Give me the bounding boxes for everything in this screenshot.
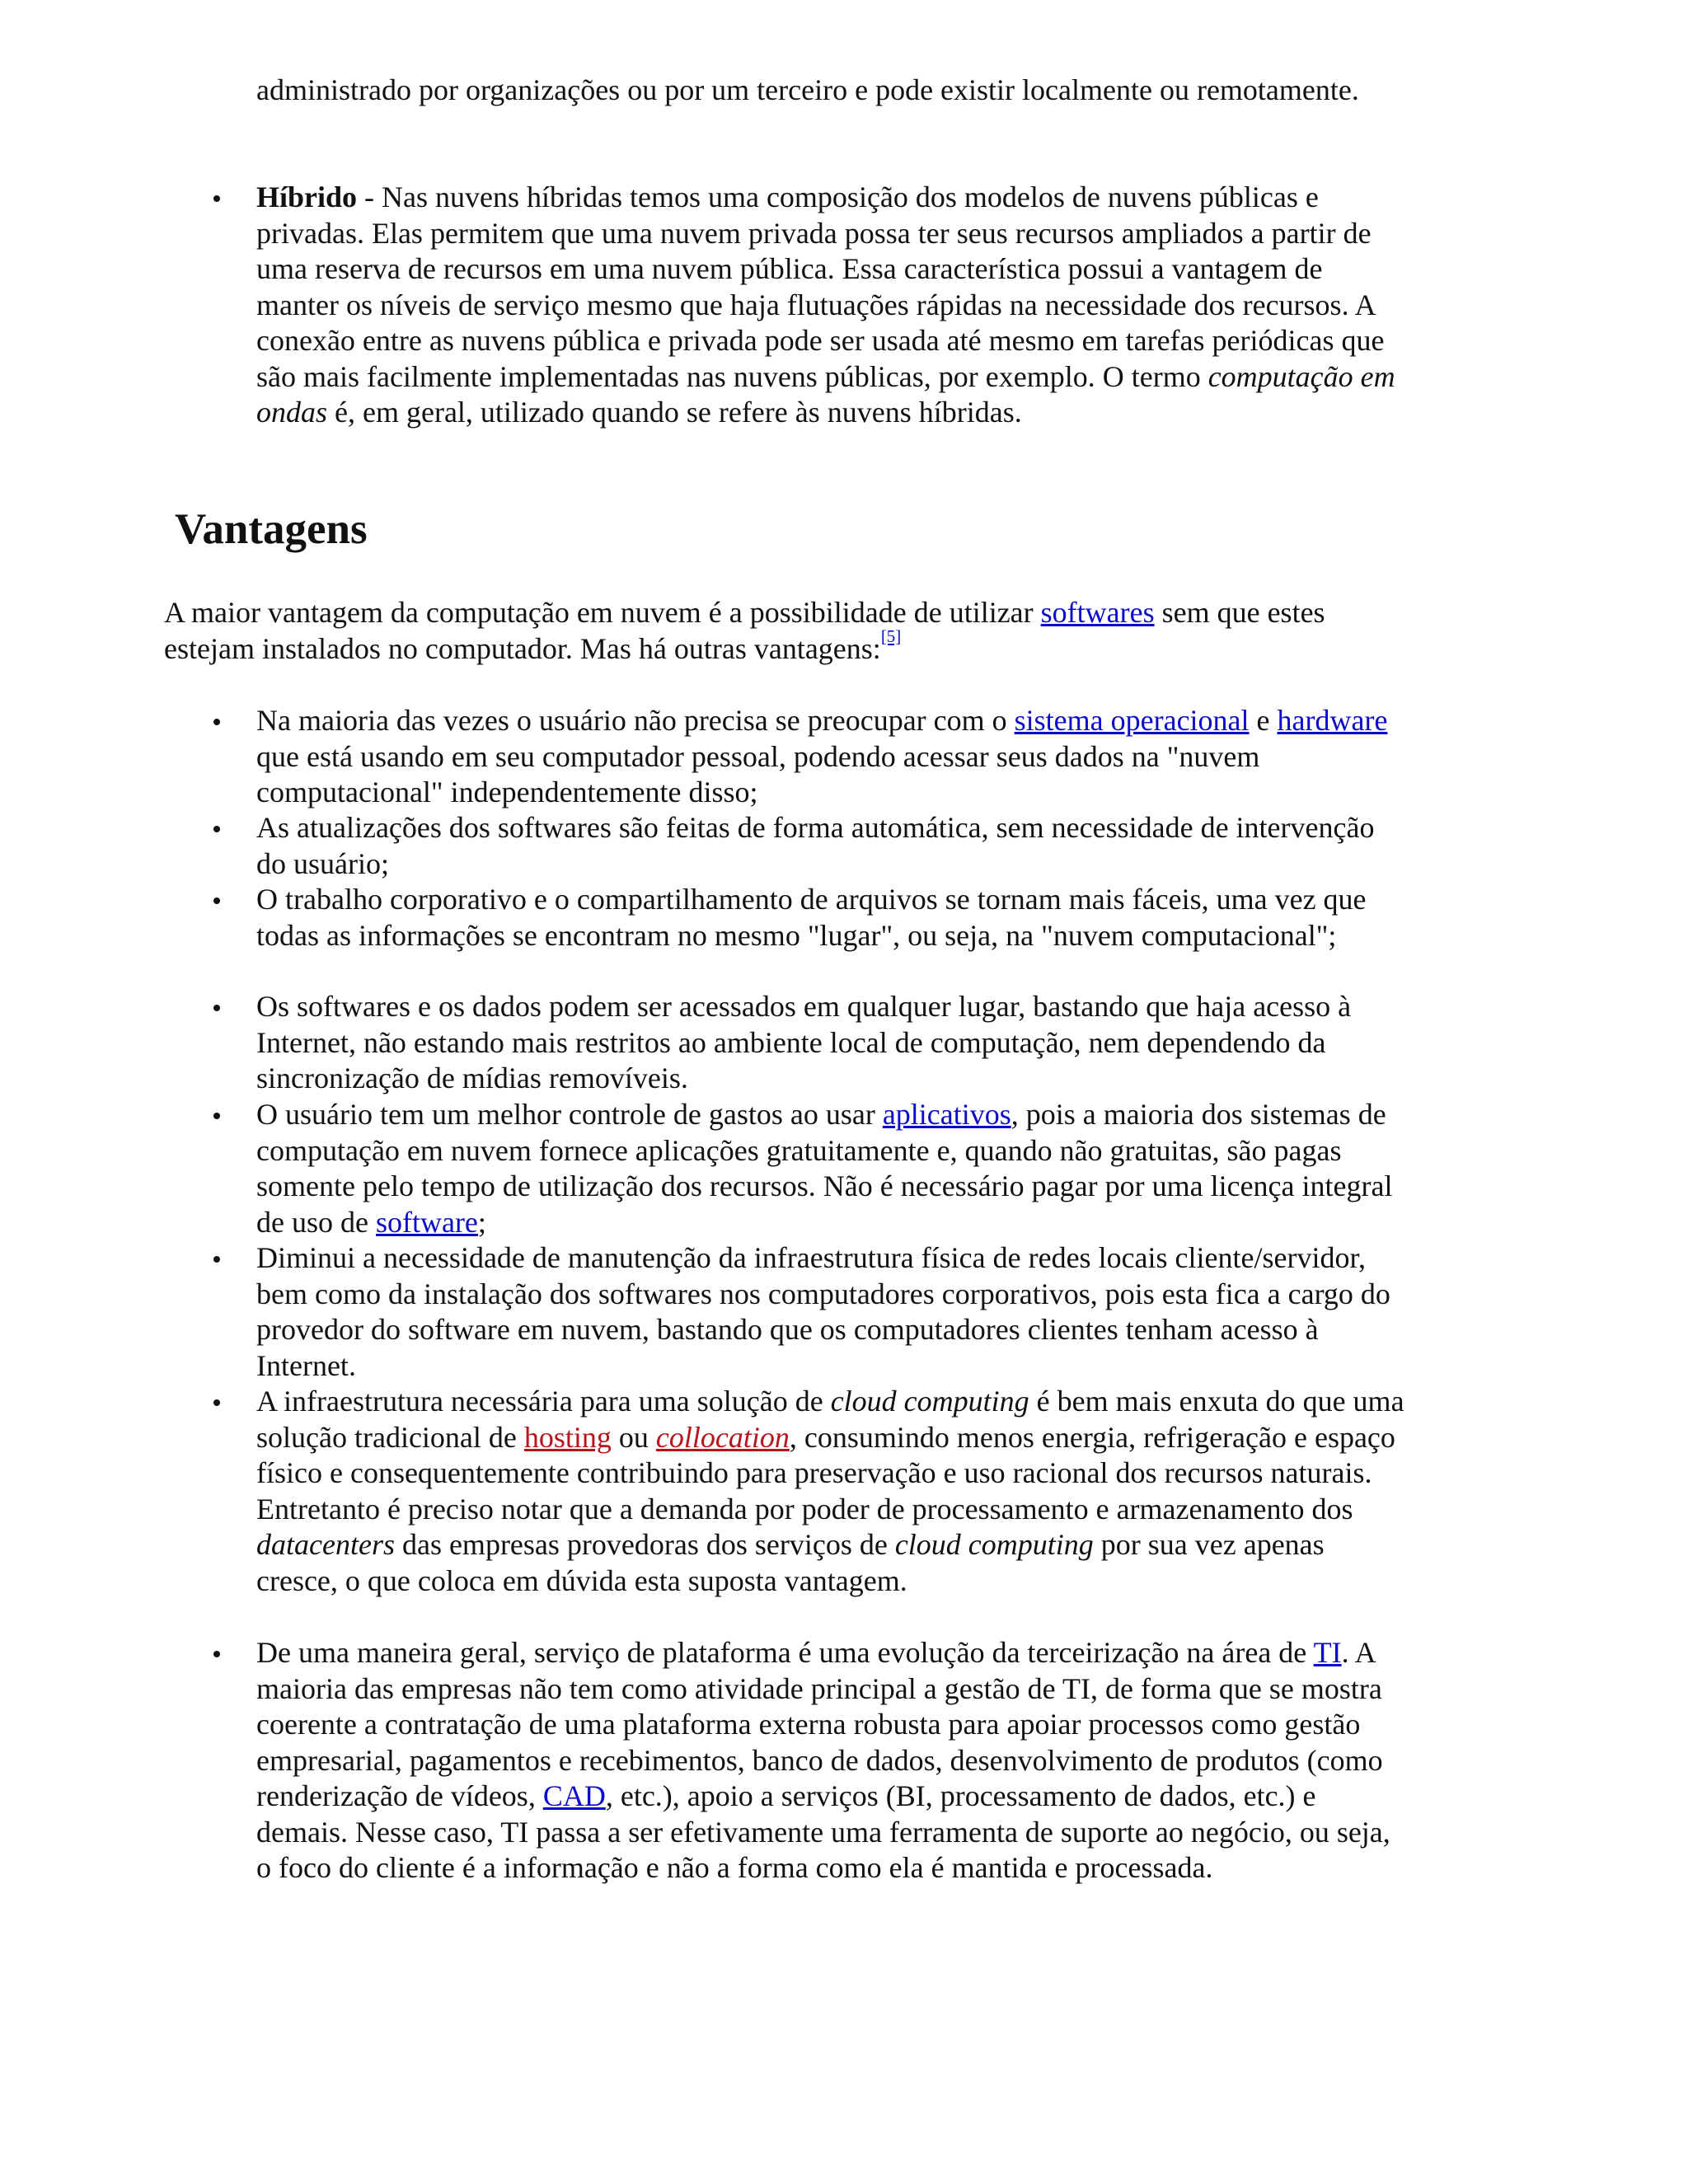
hybrid-term: Híbrido bbox=[256, 180, 358, 213]
item-text: A infraestrutura necessária para uma solução de bbox=[256, 1385, 831, 1418]
list-item bbox=[256, 882, 1410, 954]
hybrid-italic: computação em ondas bbox=[256, 359, 1395, 429]
intro-text-1: A maior vantagem da computação em nuvem é a possibilidade de utilizar bbox=[164, 596, 1041, 629]
section-heading: Vantagens bbox=[175, 505, 368, 553]
item-text: . A maioria das empresas não tem como atividade principal a gestão de TI, de forma que se mostra coerente a contratação de uma plataforma externa robusta para apoiar processos como gestão empresarial, pagamentos e recebimentos, banco de dados, desenvolvimento de produtos (como renderização de vídeos, bbox=[256, 1636, 1383, 1812]
softwares-link[interactable]: softwares bbox=[1040, 596, 1155, 629]
hybrid-text-1: - Nas nuvens híbridas temos uma composição dos modelos de nuvens públicas e privadas. Elas permitem que uma nuvem privada possa ter seus recursos ampliados a partir de uma reserva de recursos em uma nuvem pública. Essa característica possui a vantagem de manter os níveis de serviço mesmo que haja flutuações rápidas na necessidade dos recursos. A conexão entre as nuvens pública e privada pode ser usada até mesmo em tarefas periódicas que são mais facilmente implementadas nas nuvens públicas, por exemplo. O termo bbox=[256, 180, 1385, 393]
item-text: Os softwares e os dados podem ser acessados em qualquer lugar, bastando que haja acesso à Internet, não estando mais restritos ao ambiente local de computação, nem dependendo da sincronização de mídias removíveis. bbox=[256, 990, 1352, 1094]
continuation-paragraph bbox=[256, 73, 1410, 109]
reference-5-link[interactable]: [5] bbox=[880, 626, 902, 646]
list-item bbox=[256, 1384, 1410, 1599]
item-text: das empresas provedoras dos serviços de bbox=[394, 1528, 895, 1561]
list-item-hybrid bbox=[256, 180, 1410, 431]
datacenters-italic: datacenters bbox=[256, 1528, 395, 1561]
intro-paragraph bbox=[164, 595, 1409, 667]
hardware-link[interactable]: hardware bbox=[1277, 704, 1388, 737]
item-text: Diminui a necessidade de manutenção da infraestrutura física de redes locais cliente/servidor, bem como da instalação dos softwares nos computadores corporativos, pois esta fica a cargo do provedor do software em nuvem, bastando que os computadores clientes tenham acesso à Internet. bbox=[256, 1241, 1390, 1382]
list-item bbox=[256, 703, 1410, 811]
item-text: ; bbox=[477, 1205, 486, 1239]
item-text: ou bbox=[611, 1420, 656, 1454]
item-text: De uma maneira geral, serviço de plataforma é uma evolução da terceirização na área de bbox=[256, 1636, 1314, 1669]
item-text: e bbox=[1249, 704, 1278, 737]
list-item bbox=[256, 989, 1410, 1097]
list-item bbox=[256, 1097, 1410, 1240]
cloud-computing-italic: cloud computing bbox=[830, 1385, 1029, 1418]
item-text: O usuário tem um melhor controle de gastos ao usar bbox=[256, 1098, 883, 1131]
intro-text-2: sem que estes estejam instalados no computador. Mas há outras vantagens: bbox=[164, 596, 1325, 665]
collocation-link[interactable]: collocation bbox=[655, 1420, 790, 1454]
item-text: , etc.), apoio a serviços (BI, processamento de dados, etc.) e demais. Nesse caso, TI passa a ser efetivamente uma ferramenta de suporte ao negócio, ou seja, o foco do cliente é a informação e não a forma como ela é mantida e processada. bbox=[256, 1779, 1390, 1884]
hosting-link[interactable]: hosting bbox=[523, 1420, 612, 1454]
hybrid-text-2: é, em geral, utilizado quando se refere às nuvens híbridas. bbox=[327, 396, 1022, 429]
aplicativos-link[interactable]: aplicativos bbox=[882, 1098, 1011, 1131]
item-text: Na maioria das vezes o usuário não precisa se preocupar com o bbox=[256, 704, 1015, 737]
list-item bbox=[256, 1635, 1410, 1886]
item-text: , pois a maioria dos sistemas de computação em nuvem fornece aplicações gratuitamente e, quando não gratuitas, são pagas somente pelo tempo de utilização dos recursos. Não é necessário pagar por uma licença integral de uso de bbox=[256, 1098, 1393, 1239]
list-item bbox=[256, 810, 1410, 882]
continuation-text: administrado por organizações ou por um terceiro e pode existir localmente ou remotamente. bbox=[256, 73, 1359, 106]
software-link[interactable]: software bbox=[375, 1205, 478, 1239]
sistema-operacional-link[interactable]: sistema operacional bbox=[1014, 704, 1250, 737]
ti-link[interactable]: TI bbox=[1313, 1636, 1342, 1669]
item-text: é bem mais enxuta do que uma solução tradicional de bbox=[256, 1385, 1404, 1454]
item-text: , consumindo menos energia, refrigeração e espaço físico e consequentemente contribuindo para preservação e uso racional dos recursos naturais. Entretanto é preciso notar que a demanda por poder de processamento e armazenamento dos bbox=[256, 1420, 1395, 1526]
item-text: As atualizações dos softwares são feitas de forma automática, sem necessidade de intervenção do usuário; bbox=[256, 811, 1375, 880]
list-item bbox=[256, 1240, 1410, 1384]
item-text: que está usando em seu computador pessoal, podendo acessar seus dados na "nuvem computacional" independentemente disso; bbox=[256, 739, 1260, 808]
cad-link[interactable]: CAD bbox=[542, 1779, 606, 1812]
cloud-computing-italic: cloud computing bbox=[894, 1528, 1094, 1561]
item-text: O trabalho corporativo e o compartilhamento de arquivos se tornam mais fáceis, uma vez que todas as informações se encontram no mesmo "lugar", ou seja, na "nuvem computacional"; bbox=[256, 883, 1367, 952]
item-text: por sua vez apenas cresce, o que coloca em dúvida esta suposta vantagem. bbox=[256, 1528, 1325, 1597]
